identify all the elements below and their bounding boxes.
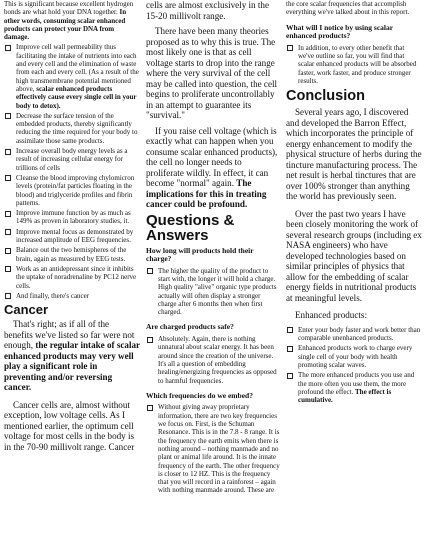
answer-2: [146, 335, 280, 385]
question-4: What will I notice by using scalar enhanced products?: [286, 22, 393, 41]
conclusion-paragraph-1: Several years ago, I discovered and developed the Barron Effect, which incorporates the principle of energy enhancement to modify the physical structure of herbs during the tincture manufacturing process. The net result is herbal tinctures that are over 100% stronger than anything the world has previously seen.: [286, 107, 422, 202]
conclusion-paragraph-2: Over the past two years I have been closely monitoring the work of several research groups (including ex NASA engineers) who have developed technologies based on similar principles of physics that allow for the embedding of scalar energy fields in nutritional products at meaningful levels.: [286, 208, 422, 303]
qa-heading: Questions & Answers: [146, 211, 235, 244]
list-item: Decrease the surface tension of the embedded products, thereby significantly reducing the time required for your body to assimilate those same products.: [4, 112, 140, 145]
list-item: Work as an antidepressant since it inhibits the uptake of noradrenaline by PC12 nerve cells.: [4, 265, 140, 290]
paragraph-3: If you raise cell voltage (which is exactly what can happen when you consume scalar enhanced products), the cell no longer needs to proliferate wildly. In effect, it can become "normal" again. The implications for this in treating cancer could be profound.: [146, 125, 278, 209]
enhanced-products-list: [286, 326, 422, 405]
list-item: Absolutely. Again, there is nothing unnatural about scalar energy. It has been around since the creation of the universe. It's all a question of embedding healing/energizing frequencies as opposed to harmful frequencies.: [146, 335, 280, 385]
list-item: Enter your body faster and work better than comparable unenhanced products.: [286, 326, 422, 343]
column-left: [4, 0, 140, 452]
benefits-list: [4, 43, 140, 300]
list-item: Cleanse the blood improving chylomicron levels (protein/fat particles floating in the blood) and triglyceride profiles and fibrin patterns.: [4, 174, 140, 207]
list-item: The higher the quality of the product to start with, the longer it will hold a charge. High quality "alive" organic type products actually will often display a stronger charge after 6 months then when first charged.: [146, 267, 280, 317]
list-item: Improve mental focus as demonstrated by increased amplitude of EEG frequencies.: [4, 228, 140, 245]
paragraph-1: cells are almost exclusively in the 15-20 millivolt range.: [146, 0, 269, 21]
paragraph-1: the core scalar frequencies that accomplish everything we've talked about in this report.: [286, 0, 410, 17]
list-item: And finally, there's cancer: [4, 292, 140, 300]
list-item: The more enhanced products you use and the more often you use them, the more profound the effect. The effect is cumulative.: [286, 371, 422, 404]
list-item: Improve cell wall permeability thus facilitating the intake of nutrients into each and every cell and the elimination of waste from each and every cell. (As a result of the high transmembrane potential mentioned above, scalar enhanced products effectively cause every single cell in your body to detox).: [4, 43, 140, 109]
intro-bold-text: In other words, consuming scalar enhanced products can protect your DNA from damage.: [4, 8, 127, 42]
intro-paragraph: [4, 0, 140, 41]
column-middle: [146, 0, 280, 495]
cancer-paragraph-2: Cancer cells are, almost without exception, low voltage cells. As I mentioned earlier, the optimum cell voltage for most cells in the body is in the 70-90 millivolt range. Cancer: [4, 399, 135, 452]
column-right: [286, 0, 422, 404]
question-3: Which frequencies do we embed?: [146, 390, 253, 400]
enhanced-products-label: Enhanced products:: [295, 310, 367, 321]
list-item: Enhanced products work to charge every single cell of your body with health promoting scalar waves.: [286, 344, 422, 369]
answer-1: [146, 267, 280, 317]
cancer-paragraph-1: That's right; as if all of the benefits we've listed so far were not enough, the regular intake of scalar enhanced products may very well play a significant role in preventing and/or reversing cancer.: [4, 319, 140, 393]
list-item: Without giving away proprietary information, there are two key frequencies we focus on. First, is the Schuman Resonance. This is in the 7.8 - 8 range. It is the frequency the earth emits when there is nothing around – nothing manmade and no plant or animal life around. It is the innate frequency of the earth. The other frequency is closer to 12 HZ. This is the frequency that you will record in a rainforest – again with nothing manmade around. These are: [146, 403, 280, 494]
list-item: Increase overall body energy levels as a result of increasing cellular energy for trillions of cells: [4, 147, 140, 172]
list-item: Improve immune function by as much as 149% as proven in laboratory studies, it.: [4, 209, 140, 226]
conclusion-heading: Conclusion: [286, 88, 365, 105]
answer-4: [286, 44, 422, 85]
question-1: How long will products hold their charge?: [146, 245, 254, 264]
intro-text: This is significant because excellent hydrogen bonds are what hold your DNA together.: [4, 0, 134, 17]
cancer-heading: Cancer: [4, 302, 49, 318]
list-item: In addition, to every other benefit that we've outline so far, you will find that scalar enhanced products will be absorbed faster, work faster, and produce stronger results.: [286, 44, 422, 85]
answer-3: [146, 403, 280, 494]
list-item: Balance out the two hemispheres of the brain, again as measured by EEG tests.: [4, 246, 140, 263]
question-2: Are charged products safe?: [146, 322, 234, 332]
paragraph-2: There have been many theories proposed as to why this is true. The most likely one is that as cell voltage starts to drop into the range where the very survival of the cell may be called into question, the cell begins to proliferate uncontrollably in an attempt to guarantee its "survival.": [146, 26, 278, 120]
